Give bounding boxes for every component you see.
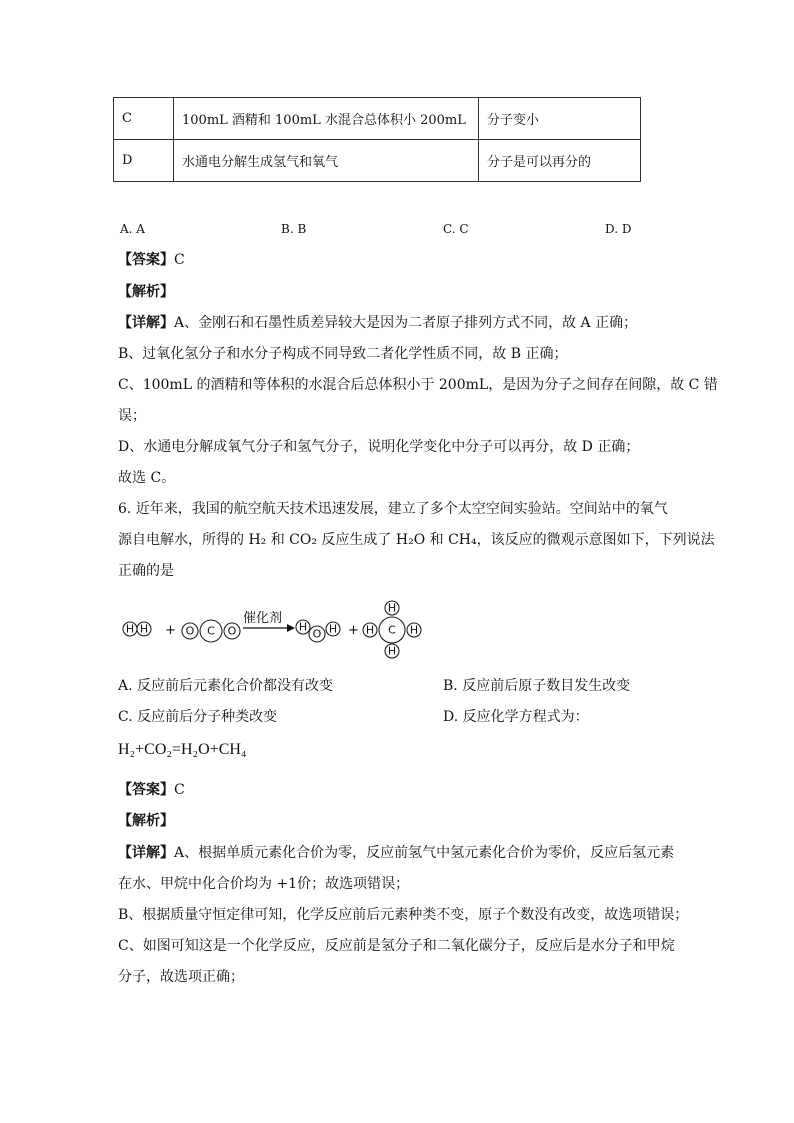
q6-answer-line xyxy=(118,780,185,800)
q6-stem-line-1: 6. 近年来，我国的航空航天技术迅速发展，建立了多个太空空间实验站。空间站中的氧气 xyxy=(118,501,668,517)
hydrogen-molecule xyxy=(123,622,151,636)
q6-detail-line-3: B、根据质量守恒定律可知，化学反应前后元素种类不变，原子个数没有改变，故选项错误； xyxy=(118,907,689,923)
atom-label: O xyxy=(312,627,322,641)
catalyst-label: 催化剂 xyxy=(243,611,283,626)
row-explanation: 分子变小 xyxy=(479,98,641,140)
q6-option-a: A. 反应前后元素化合价都没有改变 xyxy=(118,678,334,694)
q6-option-d: D. 反应化学方程式为： xyxy=(443,709,589,725)
table-row xyxy=(114,140,641,182)
q6-equation: H₂+CO₂=H₂O+CH₄ xyxy=(118,741,247,758)
water-molecule xyxy=(296,620,340,642)
q6-detail-line-5: 分子，故选项正确； xyxy=(118,969,244,985)
row-explanation: 分子是可以再分的 xyxy=(479,140,641,182)
answer-value: C xyxy=(174,252,185,268)
atom-label: H xyxy=(298,620,308,634)
atom-label: H xyxy=(139,622,149,636)
q5-option-c: C. C xyxy=(443,222,469,236)
q5-detail-line-4: 误； xyxy=(118,408,146,424)
atom-label: H xyxy=(125,622,135,636)
q5-conclusion: 故选 C。 xyxy=(118,470,176,486)
detail-tag: 【详解】 xyxy=(118,845,174,861)
answer-value: C xyxy=(174,782,185,798)
q6-detail-line-1 xyxy=(118,843,674,863)
methane-molecule xyxy=(363,601,421,658)
table-row xyxy=(114,98,641,140)
options-table xyxy=(113,97,641,182)
detail-text: A、根据单质元素化合价为零，反应前氢气中氢元素化合价为零价，反应后氢元素 xyxy=(174,845,675,861)
q5-option-d: D. D xyxy=(605,222,632,236)
q6-analysis-tag: 【解析】 xyxy=(118,813,174,829)
row-fact: 水通电分解生成氢气和氧气 xyxy=(174,140,479,182)
row-fact: 100mL 酒精和 100mL 水混合总体积小 200mL xyxy=(174,98,479,140)
plus-sign: + xyxy=(165,623,176,638)
detail-tag: 【详解】 xyxy=(118,315,174,331)
q5-detail-line-1 xyxy=(118,313,637,333)
q5-detail-line-3: C、100mL 的酒精和等体积的水混合后总体积小于 200mL，是因为分子之间存在间隙，故 C 错 xyxy=(118,377,718,393)
q6-stem-line-3: 正确的是 xyxy=(118,563,174,579)
q6-stem-line-2: 源自电解水，所得的 H₂ 和 CO₂ 反应生成了 H₂O 和 CH₄，该反应的微观示意图如下，下列说法 xyxy=(118,532,715,548)
q5-detail-line-2: B、过氧化氢分子和水分子构成不同导致二者化学性质不同，故 B 正确； xyxy=(118,346,568,362)
plus-sign: + xyxy=(348,623,359,638)
detail-text: A、金刚石和石墨性质差异较大是因为二者原子排列方式不同，故 A 正确； xyxy=(174,315,638,331)
atom-label: H xyxy=(387,644,397,658)
q5-answer-line xyxy=(118,250,185,270)
reaction-diagram xyxy=(115,596,435,662)
answer-tag: 【答案】 xyxy=(118,782,174,798)
q5-detail-line-5: D、水通电分解成氧气分子和氢气分子，说明化学变化中分子可以再分，故 D 正确； xyxy=(118,439,640,455)
carbon-dioxide-molecule xyxy=(182,620,240,642)
row-label: C xyxy=(114,98,174,140)
answer-tag: 【答案】 xyxy=(118,252,174,268)
q5-option-b: B. B xyxy=(281,222,307,236)
row-label: D xyxy=(114,140,174,182)
q6-option-c: C. 反应前后分子种类改变 xyxy=(118,709,278,725)
atom-label: O xyxy=(227,624,237,638)
atom-label: H xyxy=(387,601,397,615)
q6-detail-line-4: C、如图可知这是一个化学反应，反应前是氢分子和二氧化碳分子，反应后是水分子和甲烷 xyxy=(118,938,675,954)
atom-label: O xyxy=(185,624,195,638)
q6-detail-line-2: 在水、甲烷中化合价均为 +1价；故选项错误； xyxy=(118,876,410,892)
atom-label: H xyxy=(365,623,375,637)
atom-label: C xyxy=(388,623,396,637)
q6-option-b: B. 反应前后原子数目发生改变 xyxy=(443,678,631,694)
q5-option-a: A. A xyxy=(120,222,145,236)
atom-label: H xyxy=(328,622,338,636)
atom-label: H xyxy=(409,623,419,637)
q5-analysis-tag: 【解析】 xyxy=(118,284,174,300)
atom-label: C xyxy=(207,624,215,638)
arrow-head-icon xyxy=(287,624,295,632)
